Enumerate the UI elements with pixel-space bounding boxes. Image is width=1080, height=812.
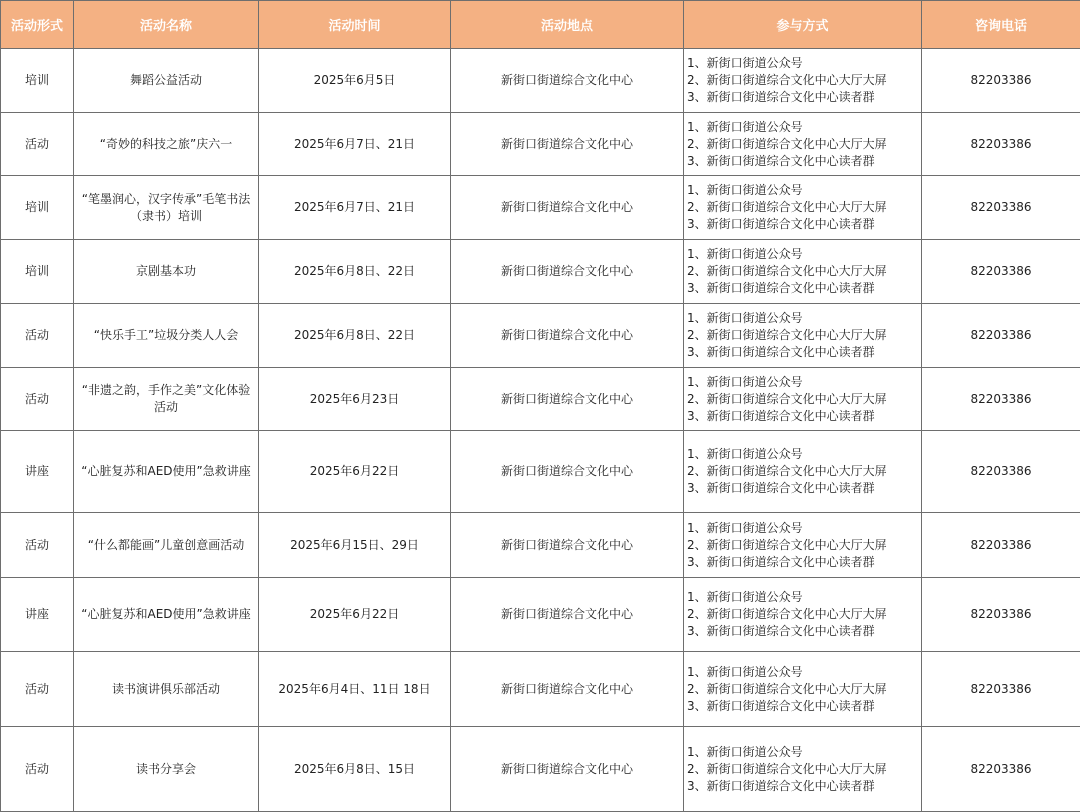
method-line: 2、新街口街道综合文化中心大厅大屏	[687, 264, 887, 278]
method-line: 2、新街口街道综合文化中心大厅大屏	[687, 537, 887, 552]
cell-phone: 82203386	[922, 176, 1080, 240]
cell-place: 新街口街道综合文化中心	[451, 113, 684, 176]
cell-type: 活动	[1, 652, 74, 727]
table-row	[1, 304, 1080, 368]
cell-phone: 82203386	[922, 304, 1080, 368]
method-line: 2、新街口街道综合文化中心大厅大屏	[687, 328, 887, 342]
cell-place: 新街口街道综合文化中心	[451, 304, 684, 368]
cell-place: 新街口街道综合文化中心	[451, 578, 684, 652]
method-line: 2、新街口街道综合文化中心大厅大屏	[687, 136, 887, 151]
cell-place: 新街口街道综合文化中心	[451, 431, 684, 513]
method-line: 1、新街口街道公众号	[687, 247, 803, 261]
cell-place: 新街口街道综合文化中心	[451, 727, 684, 812]
cell-phone: 82203386	[922, 578, 1080, 652]
cell-type: 培训	[1, 240, 74, 304]
cell-phone: 82203386	[922, 113, 1080, 176]
table-row	[1, 49, 1080, 113]
cell-place: 新街口街道综合文化中心	[451, 49, 684, 113]
method-line: 2、新街口街道综合文化中心大厅大屏	[687, 200, 887, 214]
table-row	[1, 113, 1080, 176]
cell-time: 2025年6月4日、11日 18日	[259, 652, 451, 727]
cell-time: 2025年6月22日	[259, 578, 451, 652]
cell-type: 活动	[1, 727, 74, 812]
cell-method	[684, 368, 922, 431]
cell-method	[684, 240, 922, 304]
cell-method	[684, 113, 922, 176]
method-line: 2、新街口街道综合文化中心大厅大屏	[687, 73, 887, 87]
method-line: 1、新街口街道公众号	[687, 56, 803, 70]
method-line: 3、新街口街道综合文化中心读者群	[687, 554, 875, 569]
cell-type: 活动	[1, 513, 74, 578]
cell-time: 2025年6月8日、22日	[259, 304, 451, 368]
method-line: 1、新街口街道公众号	[687, 664, 803, 679]
method-line: 1、新街口街道公众号	[687, 374, 803, 389]
table-row	[1, 240, 1080, 304]
method-line: 3、新街口街道综合文化中心读者群	[687, 281, 875, 295]
method-line: 2、新街口街道综合文化中心大厅大屏	[687, 761, 887, 776]
cell-phone: 82203386	[922, 240, 1080, 304]
header-phone: 咨询电话	[922, 1, 1080, 49]
method-line: 3、新街口街道综合文化中心读者群	[687, 217, 875, 231]
header-method: 参与方式	[684, 1, 922, 49]
cell-name: 京剧基本功	[74, 240, 259, 304]
cell-name: 舞蹈公益活动	[74, 49, 259, 113]
method-line: 1、新街口街道公众号	[687, 311, 803, 325]
cell-time: 2025年6月7日、21日	[259, 176, 451, 240]
cell-time: 2025年6月15日、29日	[259, 513, 451, 578]
cell-type: 培训	[1, 176, 74, 240]
cell-name: “什么都能画”儿童创意画活动	[74, 513, 259, 578]
table-header-row	[1, 1, 1080, 49]
cell-phone: 82203386	[922, 727, 1080, 812]
cell-time: 2025年6月5日	[259, 49, 451, 113]
method-line: 1、新街口街道公众号	[687, 119, 803, 134]
cell-place: 新街口街道综合文化中心	[451, 513, 684, 578]
method-line: 3、新街口街道综合文化中心读者群	[687, 345, 875, 359]
method-line: 2、新街口街道综合文化中心大厅大屏	[687, 464, 887, 478]
cell-method	[684, 727, 922, 812]
method-line: 2、新街口街道综合文化中心大厅大屏	[687, 681, 887, 696]
method-line: 3、新街口街道综合文化中心读者群	[687, 408, 875, 423]
cell-name: “笔墨润心，汉字传承”毛笔书法（隶书）培训	[74, 176, 259, 240]
cell-time: 2025年6月22日	[259, 431, 451, 513]
method-line: 3、新街口街道综合文化中心读者群	[687, 698, 875, 713]
table-row	[1, 513, 1080, 578]
cell-method	[684, 176, 922, 240]
cell-type: 活动	[1, 304, 74, 368]
cell-name: “非遗之韵，手作之美”文化体验活动	[74, 368, 259, 431]
cell-phone: 82203386	[922, 652, 1080, 727]
cell-name: “心脏复苏和AED使用”急救讲座	[74, 431, 259, 513]
cell-type: 培训	[1, 49, 74, 113]
cell-type: 讲座	[1, 431, 74, 513]
header-name: 活动名称	[74, 1, 259, 49]
cell-phone: 82203386	[922, 431, 1080, 513]
cell-name: “快乐手工”垃圾分类人人会	[74, 304, 259, 368]
table-row	[1, 431, 1080, 513]
cell-time: 2025年6月8日、15日	[259, 727, 451, 812]
cell-type: 活动	[1, 368, 74, 431]
table-row	[1, 176, 1080, 240]
method-line: 1、新街口街道公众号	[687, 590, 803, 604]
table-row	[1, 368, 1080, 431]
method-line: 1、新街口街道公众号	[687, 183, 803, 197]
cell-method	[684, 578, 922, 652]
cell-phone: 82203386	[922, 513, 1080, 578]
cell-place: 新街口街道综合文化中心	[451, 368, 684, 431]
method-line: 1、新街口街道公众号	[687, 520, 803, 535]
cell-place: 新街口街道综合文化中心	[451, 240, 684, 304]
cell-name: “奇妙的科技之旅”庆六一	[74, 113, 259, 176]
cell-method	[684, 431, 922, 513]
header-type: 活动形式	[1, 1, 74, 49]
cell-name: “心脏复苏和AED使用”急救讲座	[74, 578, 259, 652]
method-line: 2、新街口街道综合文化中心大厅大屏	[687, 607, 887, 621]
method-line: 3、新街口街道综合文化中心读者群	[687, 778, 875, 793]
cell-time: 2025年6月7日、21日	[259, 113, 451, 176]
method-line: 3、新街口街道综合文化中心读者群	[687, 624, 875, 638]
method-line: 3、新街口街道综合文化中心读者群	[687, 90, 875, 104]
method-line: 3、新街口街道综合文化中心读者群	[687, 153, 875, 168]
method-line: 1、新街口街道公众号	[687, 447, 803, 461]
cell-method	[684, 49, 922, 113]
method-line: 1、新街口街道公众号	[687, 744, 803, 759]
cell-method	[684, 304, 922, 368]
cell-type: 讲座	[1, 578, 74, 652]
cell-type: 活动	[1, 113, 74, 176]
cell-phone: 82203386	[922, 368, 1080, 431]
cell-phone: 82203386	[922, 49, 1080, 113]
table-row	[1, 578, 1080, 652]
cell-place: 新街口街道综合文化中心	[451, 176, 684, 240]
cell-name: 读书演讲俱乐部活动	[74, 652, 259, 727]
cell-time: 2025年6月8日、22日	[259, 240, 451, 304]
cell-time: 2025年6月23日	[259, 368, 451, 431]
method-line: 3、新街口街道综合文化中心读者群	[687, 481, 875, 495]
table-row	[1, 727, 1080, 812]
cell-place: 新街口街道综合文化中心	[451, 652, 684, 727]
header-time: 活动时间	[259, 1, 451, 49]
header-place: 活动地点	[451, 1, 684, 49]
cell-method	[684, 652, 922, 727]
table-row	[1, 652, 1080, 727]
method-line: 2、新街口街道综合文化中心大厅大屏	[687, 391, 887, 406]
cell-name: 读书分享会	[74, 727, 259, 812]
cell-method	[684, 513, 922, 578]
